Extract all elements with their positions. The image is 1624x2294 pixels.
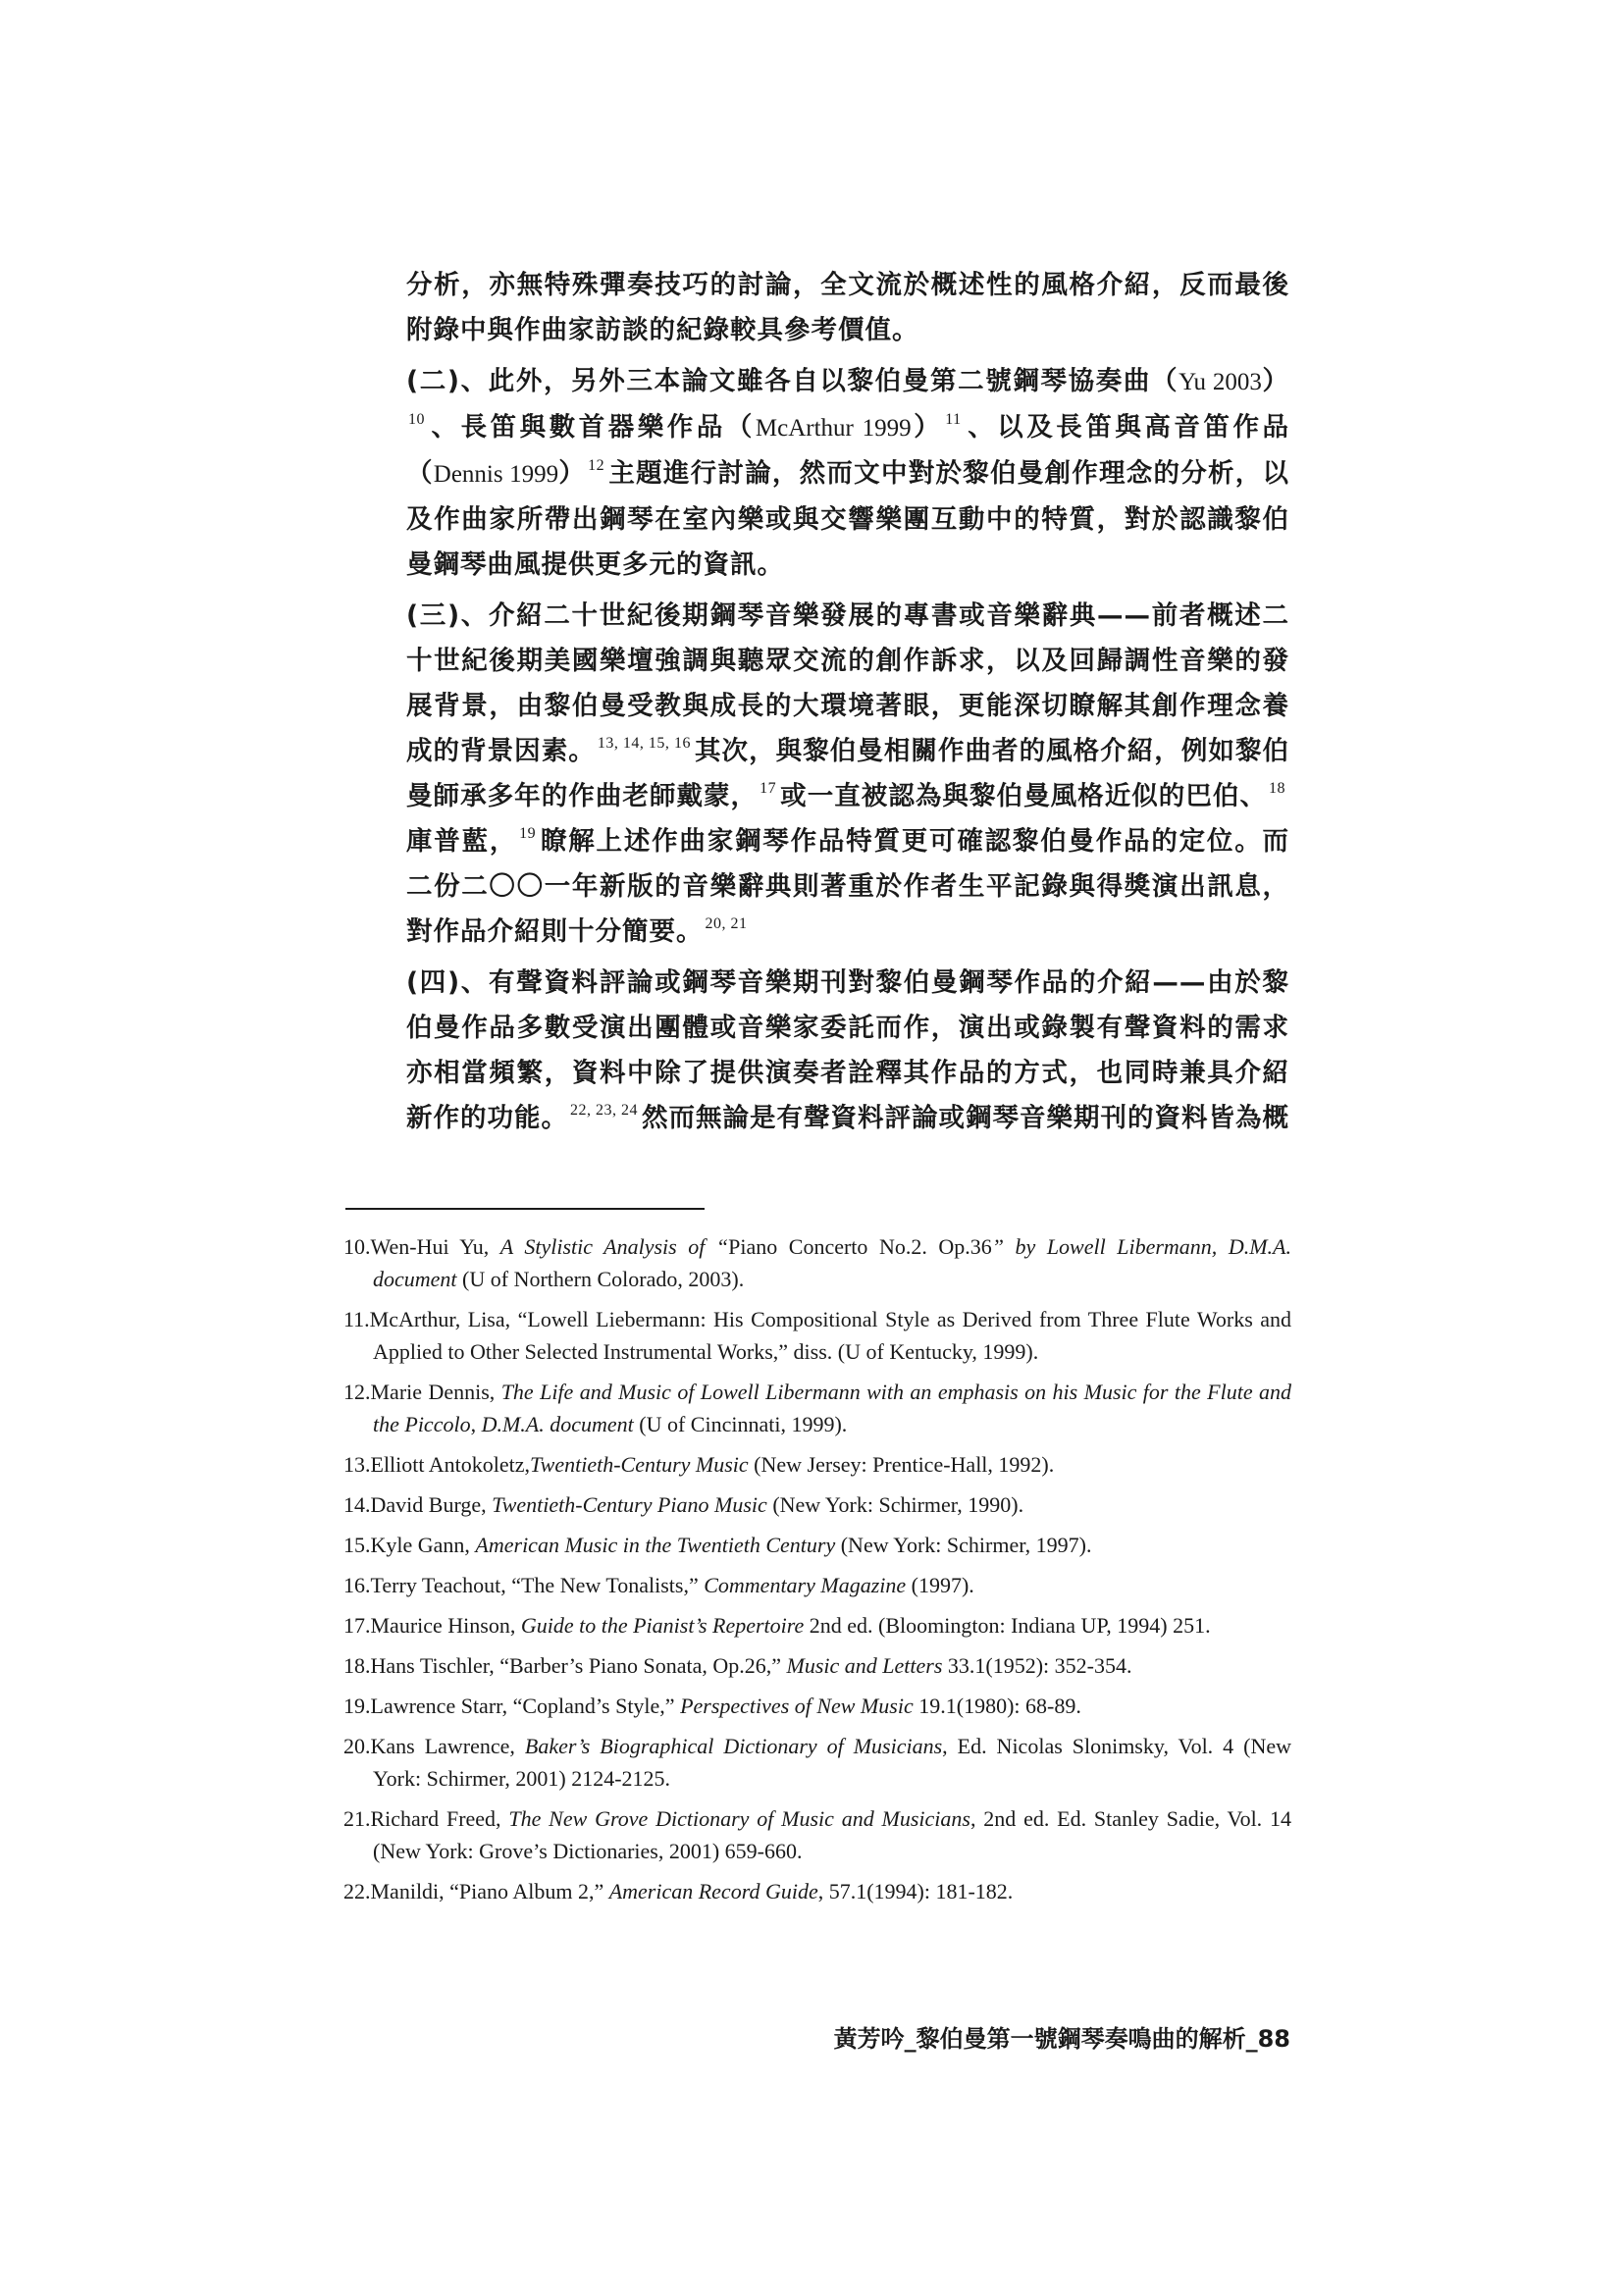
paragraph-text: 然而無論是有聲資料評論或鋼琴音樂期刊的資料皆為概	[642, 1103, 1289, 1133]
footnote-16: 16.Terry Teachout, “The New Tonalists,” Commentary Magazine (1997).	[343, 1573, 974, 1597]
footnote-ref[interactable]: 19	[519, 825, 537, 842]
paragraph-text: 、長笛與數首器樂作品（	[429, 412, 756, 443]
body-paragraph-1	[406, 263, 1289, 353]
footnote-divider	[345, 1208, 705, 1210]
footnote-13: 13.Elliott Antokoletz,Twentieth-Century Music (New Jersey: Prentice-Hall, 1992).	[343, 1452, 1055, 1477]
paragraph-text: 、以及長笛與高音笛作品（	[406, 412, 1290, 489]
footnote-22: 22.Manildi, “Piano Album 2,” American Record Guide, 57.1(1994): 181-182.	[343, 1879, 1014, 1903]
paragraph-text: (三)、介紹二十世紀後期鋼琴音樂發展的專書或音樂辭典——前者概述二十世紀後期美國樂壇強調與聽眾交流的創作訴求，以及回歸調性音樂的發展背景，由黎伯曼受教與成長的大環境著眼，更能深切瞭解其創作理念養成的背景因素。	[406, 600, 1289, 766]
paragraph-text: 其次，與黎伯曼相關作曲者的風格介紹，例如黎伯曼師承多年的作曲老師戴蒙，	[406, 736, 1289, 811]
footnote-18: 18.Hans Tischler, “Barber’s Piano Sonata, Op.26,” Music and Letters 33.1(1952): 352-354.	[343, 1653, 1132, 1678]
footnote-15: 15.Kyle Gann, American Music in the Twentieth Century (New York: Schirmer, 1997).	[343, 1533, 1092, 1557]
body-text	[406, 263, 1289, 1141]
body-paragraph-3	[406, 594, 1289, 955]
footnote-ref[interactable]: 22, 23, 24	[570, 1102, 638, 1119]
footnote-ref[interactable]: 17	[760, 780, 777, 797]
body-paragraph-4	[406, 961, 1289, 1141]
paragraph-text: ）	[911, 412, 944, 443]
footnote-ref[interactable]: 13, 14, 15, 16	[597, 735, 691, 752]
footnote-ref[interactable]: 12	[588, 457, 605, 474]
footnotes	[343, 1230, 1291, 1915]
paragraph-text: ）	[558, 458, 587, 489]
body-paragraph-2	[406, 359, 1289, 588]
footnote-14: 14.David Burge, Twentieth-Century Piano Music (New York: Schirmer, 1990).	[343, 1492, 1024, 1517]
paragraph-text: (二)、此外，另外三本論文雖各自以黎伯曼第二號鋼琴協奏曲（	[406, 366, 1179, 396]
footnote-20: 20.Kans Lawrence, Baker’s Biographical Dictionary of Musicians, Ed. Nicolas Slonimsky, Vol. 4 (New York: Schirmer, 2001) 2124-2125.	[343, 1734, 1292, 1791]
footnote-17: 17.Maurice Hinson, Guide to the Pianist’s Repertoire 2nd ed. (Bloomington: Indiana UP, 1994) 251.	[343, 1613, 1211, 1638]
paragraph-text: ）	[1261, 366, 1289, 396]
paragraph-text: 或一直被認為與黎伯曼風格近似的巴伯、	[780, 781, 1267, 811]
paragraph-text: 主題進行討論，然而文中對於黎伯曼創作理念的分析，以及作曲家所帶出鋼琴在室內樂或與交響樂團互動中的特質，對於認識黎伯曼鋼琴曲風提供更多元的資訊。	[406, 458, 1290, 580]
footnote-ref[interactable]: 18	[1269, 780, 1285, 797]
citation-text: Dennis 1999	[433, 461, 559, 488]
footnote-ref[interactable]: 20, 21	[705, 915, 748, 932]
footnote-21: 21.Richard Freed, The New Grove Dictionary of Music and Musicians, 2nd ed. Ed. Stanley Sadie, Vol. 14 (New York: Grove’s Dictionaries, 2001) 659-660.	[343, 1806, 1291, 1863]
paragraph-text: (四)、有聲資料評論或鋼琴音樂期刊對黎伯曼鋼琴作品的介紹——由於黎伯曼作品多數受演出團體或音樂家委託而作，演出或錄製有聲資料的需求亦相當頻繁，資料中除了提供演奏者詮釋其作品的方式，也同時兼具介紹新作的功能。	[406, 967, 1289, 1133]
citation-text: Yu 2003	[1179, 369, 1262, 395]
paragraph-text: 分析，亦無特殊彈奏技巧的討論，全文流於概述性的風格介紹，反而最後附錄中與作曲家訪談的紀錄較具參考價值。	[406, 270, 1289, 345]
footnote-10: 10.Wen-Hui Yu, A Stylistic Analysis of “Piano Concerto No.2. Op.36” by Lowell Libermann, D.M.A. document (U of Northern Colorado, 2003).	[343, 1234, 1291, 1291]
paragraph-text: 瞭解上述作曲家鋼琴作品特質更可確認黎伯曼作品的定位。而二份二〇〇一年新版的音樂辭典則著重於作者生平記錄與得獎演出訊息，對作品介紹則十分簡要。	[406, 826, 1290, 947]
citation-text: McArthur 1999	[755, 415, 912, 442]
footnote-12: 12.Marie Dennis, The Life and Music of Lowell Libermann with an emphasis on his Music for the Flute and the Piccolo, D.M.A. document (U of Cincinnati, 1999).	[343, 1380, 1292, 1436]
footnote-11: 11.McArthur, Lisa, “Lowell Liebermann: His Compositional Style as Derived from Three Flute Works and Applied to Other Selected Instrumental Works,” diss. (U of Kentucky, 1999).	[343, 1307, 1291, 1364]
footnote-ref[interactable]: 10	[408, 411, 425, 428]
footnote-19: 19.Lawrence Starr, “Copland’s Style,” Perspectives of New Music 19.1(1980): 68-89.	[343, 1694, 1081, 1718]
paragraph-text: 庫普藍，	[406, 826, 518, 857]
footnote-ref[interactable]: 11	[945, 411, 962, 428]
running-footer: 黃芳吟_黎伯曼第一號鋼琴奏鳴曲的解析_88	[833, 2025, 1290, 2053]
